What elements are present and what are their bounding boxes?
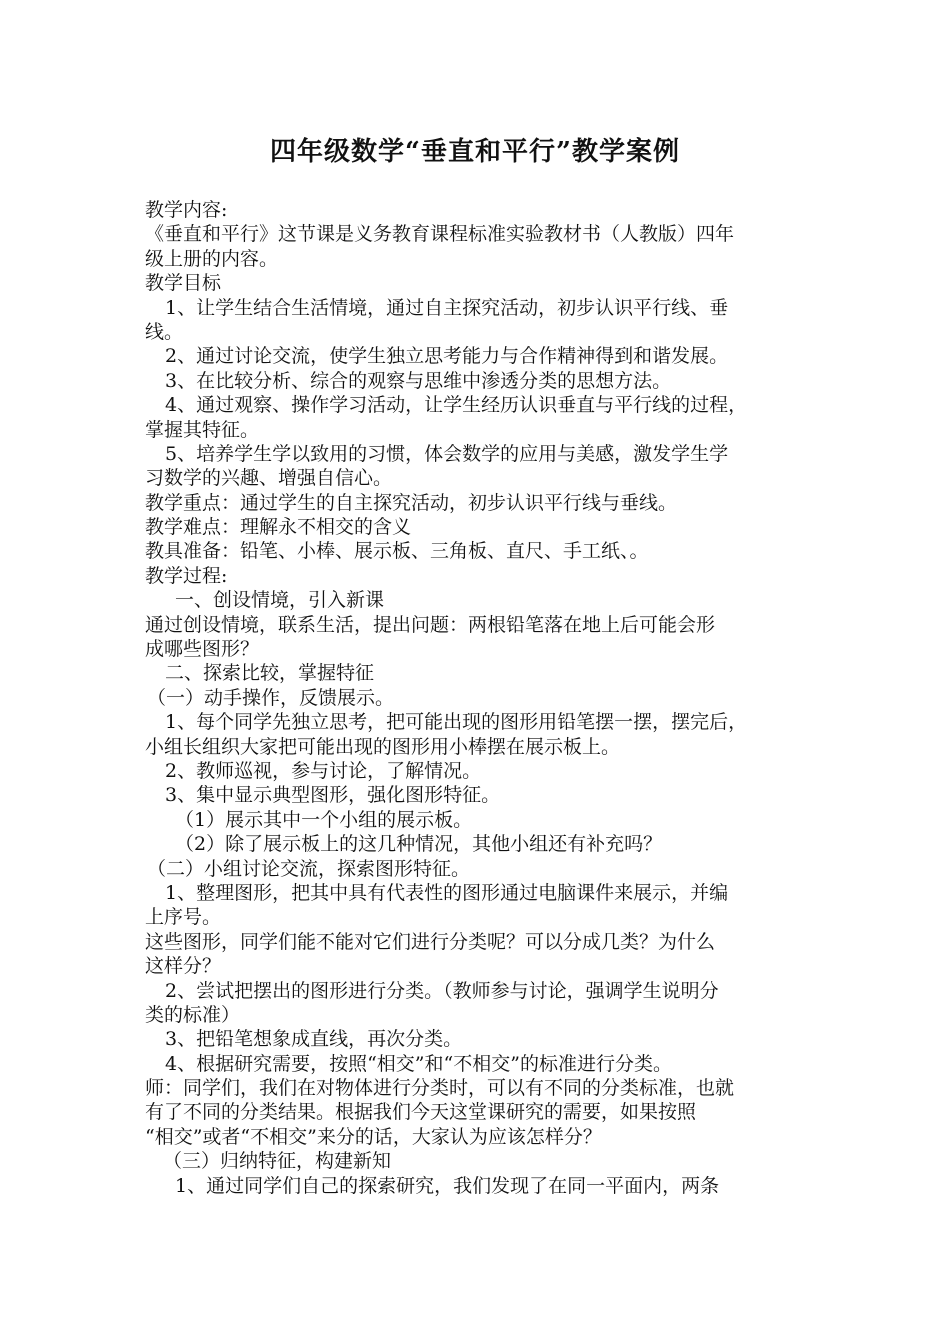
difficulty-line: 教学难点：理解永不相交的含义 (145, 516, 412, 539)
step-item: 2、尝试把摆出的图形进行分类。（教师参与讨论，强调学生说明分 (165, 979, 719, 1002)
objective-item: 3、在比较分析、综合的观察与思维中渗透分类的思想方法。 (165, 369, 672, 392)
document-body (145, 198, 810, 1198)
paragraph-line: 这些图形，同学们能不能对它们进行分类呢？可以分成几类？为什么 (145, 930, 716, 953)
step-item: （1）展示其中一个小组的展示板。 (175, 808, 473, 831)
paragraph-line: 这样分？ (145, 955, 222, 978)
paragraph-line: 习数学的兴趣、增强自信心。 (145, 467, 393, 490)
sub-step-heading: （一）动手操作，反馈展示。 (147, 686, 395, 709)
paragraph-line: 通过创设情境，联系生活，提出问题：两根铅笔落在地上后可能会形 (145, 613, 716, 636)
sub-step-heading: （三）归纳特征，构建新知 (163, 1150, 392, 1173)
materials-line: 教具准备：铅笔、小棒、展示板、三角板、直尺、手工纸、。 (145, 540, 649, 563)
key-point-line: 教学重点：通过学生的自主探究活动，初步认识平行线与垂线。 (145, 491, 678, 514)
step-item: 2、教师巡视，参与讨论，了解情况。 (165, 759, 482, 782)
paragraph-line: 小组长组织大家把可能出现的图形用小棒摆在展示板上。 (145, 735, 621, 758)
paragraph-line: 上序号。 (145, 906, 222, 929)
objective-item: 1、让学生结合生活情境，通过自主探究活动，初步认识平行线、垂 (165, 296, 729, 319)
section-heading: 教学过程: (145, 564, 228, 587)
section-heading: 教学目标 (145, 272, 222, 295)
step-heading: 二、探索比较，掌握特征 (165, 662, 375, 685)
paragraph-line: 《垂直和平行》这节课是义务教育课程标准实验教材书（人教版）四年 (145, 223, 735, 246)
objective-item: 5、培养学生学以致用的习惯，体会数学的应用与美感，激发学生学 (165, 442, 729, 465)
step-item: 3、集中显示典型图形，强化图形特征。 (165, 784, 501, 807)
paragraph-line: 师：同学们，我们在对物体进行分类时，可以有不同的分类标准，也就 (145, 1077, 735, 1100)
paragraph-line: 线。 (145, 320, 184, 343)
paragraph-line: 成哪些图形？ (145, 638, 260, 661)
step-item: 1、通过同学们自己的探索研究，我们发现了在同一平面内，两条 (175, 1174, 720, 1197)
paragraph-line: 级上册的内容。 (145, 247, 279, 270)
paragraph-line: 有了不同的分类结果。根据我们今天这堂课研究的需要，如果按照 (145, 1101, 697, 1124)
objective-item: 2、通过讨论交流，使学生独立思考能力与合作精神得到和谐发展。 (165, 345, 729, 368)
sub-step-heading: （二）小组讨论交流，探索图形特征。 (147, 857, 471, 880)
step-item: 1、整理图形，把其中具有代表性的图形通过电脑课件来展示，并编 (165, 881, 729, 904)
step-item: （2）除了展示板上的这几种情况，其他小组还有补充吗？ (175, 833, 663, 856)
step-heading: 一、创设情境，引入新课 (175, 589, 385, 612)
objective-item: 4、通过观察、操作学习活动，让学生经历认识垂直与平行线的过程， (165, 394, 748, 417)
step-item: 4、根据研究需要，按照“相交”和“不相交”的标准进行分类。 (165, 1052, 672, 1075)
paragraph-line: 掌握其特征。 (145, 418, 260, 441)
section-heading: 教学内容: (145, 199, 228, 221)
paragraph-line: “相交”或者“不相交”来分的话，大家认为应该怎样分？ (145, 1125, 602, 1148)
document-title: 四年级数学“垂直和平行”教学案例 (270, 137, 680, 167)
step-item: 1、每个同学先独立思考，把可能出现的图形用铅笔摆一摆，摆完后， (165, 711, 748, 734)
step-item: 3、把铅笔想象成直线，再次分类。 (165, 1028, 463, 1051)
paragraph-line: 类的标准） (145, 1003, 241, 1026)
